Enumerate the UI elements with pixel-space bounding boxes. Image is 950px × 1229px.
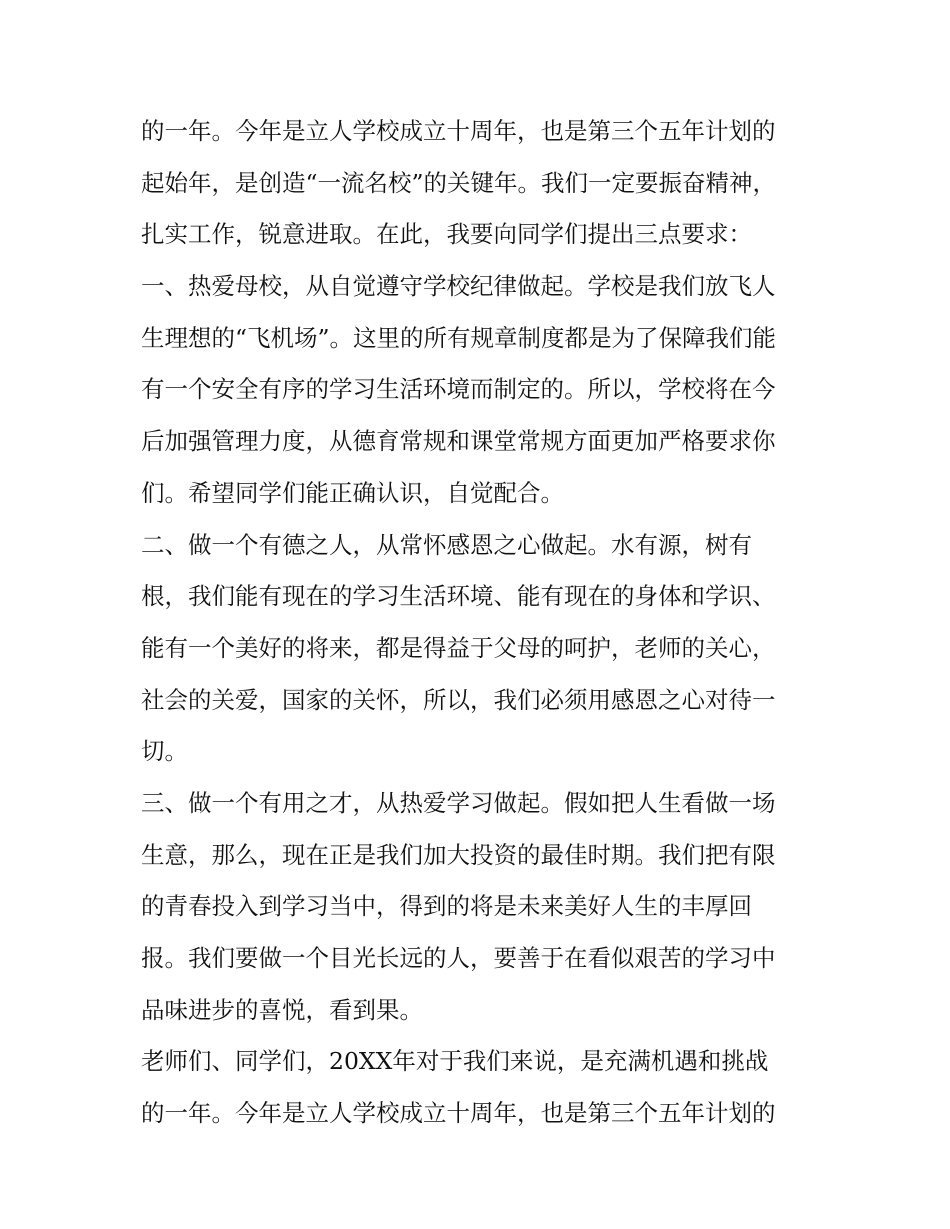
text-line: 生意，那么，现在正是我们加大投资的最佳时期。我们把有限	[141, 840, 776, 869]
text-line: 切。	[141, 737, 188, 766]
text-line: 品味进步的喜悦，看到果。	[141, 995, 423, 1024]
text-line: 扎实工作，锐意进取。在此，我要向同学们提出三点要求：	[141, 220, 752, 249]
text-line: 的一年。今年是立人学校成立十周年，也是第三个五年计划的	[141, 1099, 776, 1128]
document-body	[141, 106, 821, 1140]
text-line: 能有一个美好的将来，都是得益于父母的呵护，老师的关心，	[141, 633, 776, 662]
text-line: 后加强管理力度，从德育常规和课堂常规方面更加严格要求你	[141, 427, 776, 456]
text-line: 们。希望同学们能正确认识，自觉配合。	[141, 478, 564, 507]
text-line: 报。我们要做一个目光长远的人，要善于在看似艰苦的学习中	[141, 944, 776, 972]
text-line: 有一个安全有序的学习生活环境而制定的。所以，学校将在今	[141, 375, 776, 404]
text-line: 一、热爱母校，从自觉遵守学校纪律做起。学校是我们放飞人	[141, 272, 776, 301]
text-line: 根，我们能有现在的学习生活环境、能有现在的身体和学识、	[141, 582, 776, 611]
text-line: 社会的关爱，国家的关怀，所以，我们必须用感恩之心对待一	[141, 685, 776, 714]
text-line: 三、做一个有用之才，从热爱学习做起。假如把人生看做一场	[141, 788, 776, 817]
text-line: 二、做一个有德之人，从常怀感恩之心做起。水有源，树有	[141, 530, 752, 559]
text-line: 的一年。今年是立人学校成立十周年，也是第三个五年计划的	[141, 117, 776, 145]
text-line: 老师们、同学们，20XX年对于我们来说，是充满机遇和挑战	[141, 1047, 769, 1076]
text-line: 生理想的“飞机场”。这里的所有规章制度都是为了保障我们能	[141, 323, 777, 352]
text-line: 起始年，是创造“一流名校”的关键年。我们一定要振奋精神，	[141, 168, 777, 197]
text-line: 的青春投入到学习当中，得到的将是未来美好人生的丰厚回	[141, 892, 752, 921]
